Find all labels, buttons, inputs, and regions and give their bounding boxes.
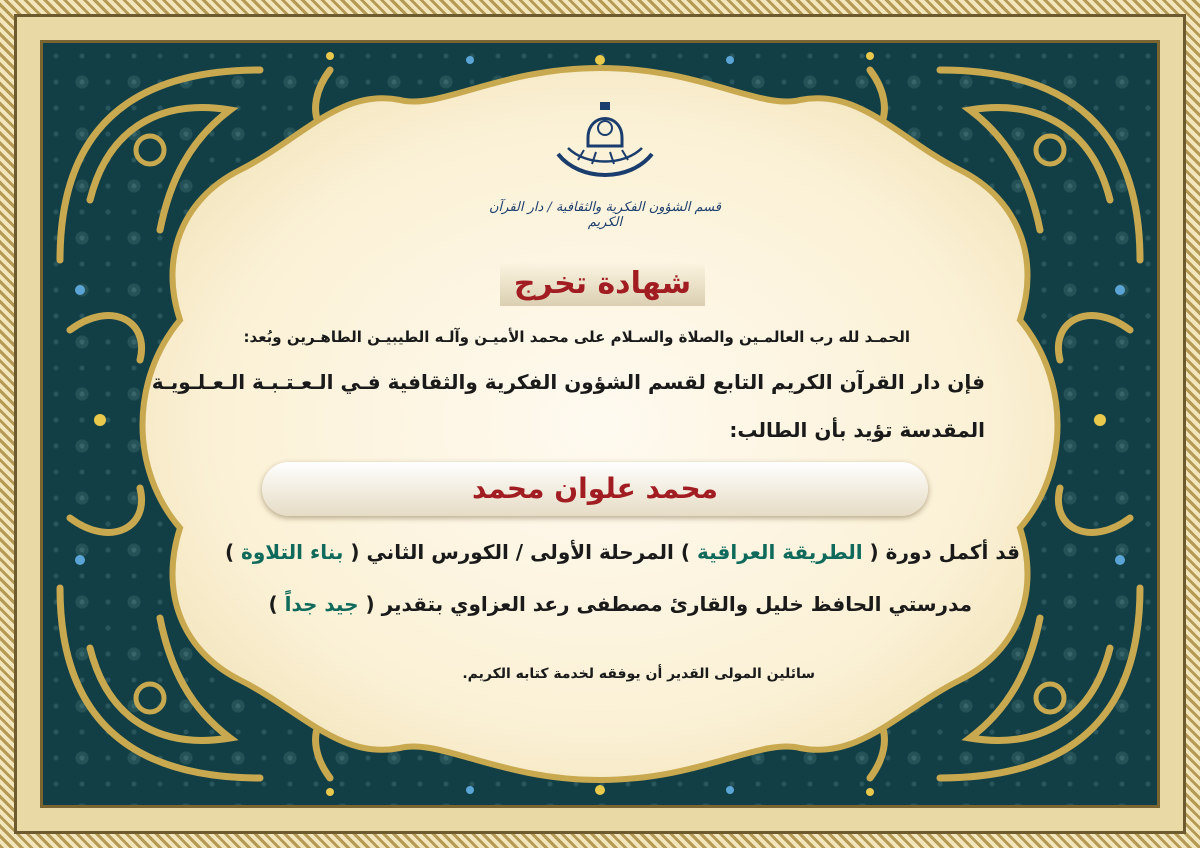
certificate-title: شهادة تخرج [500,262,705,306]
course-line [225,540,1020,564]
teachers-suffix: ) [268,592,278,616]
teachers-text: مدرستي الحافظ خليل والقارئ مصطفى رعد العزاوي بتقدير ( [365,592,972,616]
course-suffix: ) [224,540,235,564]
grade-value: جيد جداً [284,592,359,616]
teachers-line [268,592,972,616]
student-name: محمد علوان محمد [471,472,719,505]
course-method: الطريقة العراقية [696,540,863,564]
body-line-1: فإن دار القرآن الكريم التابع لقسم الشؤون الفكرية والثقافية فـي الـعـتـبـة الـعـلـويـة [151,370,985,394]
course-name: بناء التلاوة [241,540,344,564]
body-line-2: المقدسة تؤيد بأن الطالب: [729,418,985,442]
department-line: قسم الشؤون الفكرية والثقافية / دار القرآن الكريم [488,200,721,230]
closing-line: سائلين المولى القدير أن يوفقه لخدمة كتابه الكريم. [462,666,815,682]
course-middle: ) المرحلة الأولى / الكورس الثاني ( [350,540,690,564]
shrine-seal-logo-icon [540,98,670,188]
opening-line: الحمـد لله رب العالمـين والصلاة والسـلام على محمد الأميـن وآلـه الطيبيـن الطاهـرين وبُعد: [243,328,910,346]
course-prefix: قد أكمل دورة ( [869,540,1020,564]
